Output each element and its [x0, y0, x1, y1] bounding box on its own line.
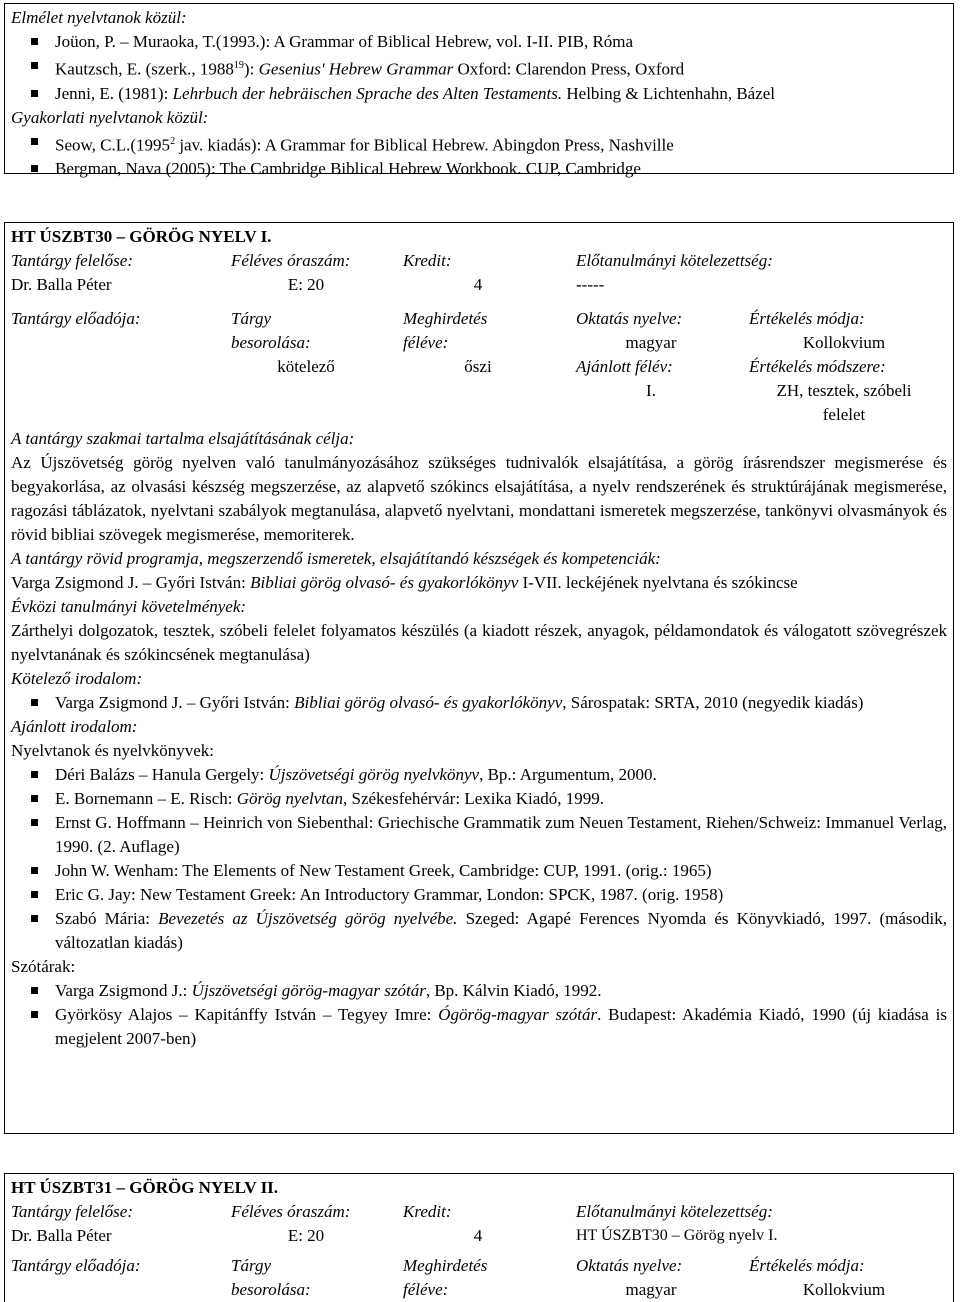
list-item: [11, 763, 947, 787]
method-value-2: felelet: [822, 405, 866, 424]
item-text: Eric G. Jay: New Testament Greek: An Introductory Grammar, London: SPCK, 1987. (orig. 1958): [55, 885, 724, 904]
course-box-1: [4, 222, 954, 1134]
item-publication: Szeged: Agapé Ferences Nyomda és Könyvkiadó, 1997. (második, változatlan kiadás): [55, 909, 947, 952]
semester-label-1: Meghirdetés: [403, 1256, 488, 1275]
recommended-sem-value: I.: [646, 381, 656, 400]
grammars-label: Nyelvtanok és nyelvkönyvek:: [11, 741, 215, 760]
item-title: Újszövetségi görög nyelvkönyv: [268, 765, 480, 784]
item-text: Kautzsch, E. (szerk., 1988: [55, 59, 234, 79]
item-text: ):: [243, 59, 259, 79]
item-text: Seow, C.L.(1995: [55, 135, 171, 155]
method-value-1: ZH, tesztek, szóbeli: [776, 381, 912, 400]
type-label-2: besorolása:: [231, 1280, 311, 1299]
type-label-1: Tárgy: [231, 1256, 271, 1275]
item-title: Lehrbuch der hebräischen Sprache des Alten Testaments.: [172, 83, 563, 103]
item-authors: Varga Zsigmond J. – Győri István:: [55, 693, 295, 712]
hours-value: E: 20: [287, 1226, 325, 1245]
item-title: Bibliai görög olvasó- és gyakorlókönyv: [294, 693, 563, 712]
language-label: Oktatás nyelve:: [576, 1256, 683, 1275]
course-title: HT ÚSZBT31 – GÖRÖG NYELV II.: [11, 1178, 279, 1197]
language-label: Oktatás nyelve:: [576, 309, 683, 328]
eval-value: Kollokvium: [802, 1280, 886, 1299]
hours-label: Féléves óraszám:: [231, 1202, 351, 1221]
item-text: Jenni, E. (1981):: [55, 83, 173, 103]
aim-heading: A tantárgy szakmai tartalma elsajátításának célja:: [11, 429, 355, 448]
aim-text: Az Újszövetség görög nyelven való tanulmányozásához szükséges tudnivalók elsajátítása, a görög írásrendszer megismerése és begyakorlása, az olvasási készség megszerzése, az alapvető szókincs elsajátítása, a nyelv rendszerének és struktúrájának megismerése, ragozási táblázatok, nyelvtani szabályok megtanulása, alapvető nyelvtani, mondattani ismeretek megszerzése, tankönyvi olvasmányok és rövid bibliai szövegek megismerése, memoriterek.: [11, 453, 947, 544]
list-item: [11, 883, 947, 907]
item-publication: , Bp. Kálvin Kiadó, 1992.: [425, 981, 602, 1000]
responsible-label: Tantárgy felelőse:: [11, 1202, 133, 1221]
lecturer-label: Tantárgy előadója:: [11, 1256, 141, 1275]
responsible-value: Dr. Balla Péter: [11, 275, 112, 294]
lecturer-label: Tantárgy előadója:: [11, 309, 141, 328]
course-info-grid: [11, 249, 947, 424]
list-item: [11, 157, 947, 181]
program-text: [11, 571, 947, 595]
responsible-label: Tantárgy felelőse:: [11, 251, 133, 270]
item-publication: , Székesfehérvár: Lexika Kiadó, 1999.: [343, 789, 605, 808]
credit-value: 4: [473, 1226, 483, 1245]
item-publication: , Bp.: Argumentum, 2000.: [479, 765, 657, 784]
item-authors: Györkösy Alajos – Kapitánffy István – Tegyey Imre:: [55, 1005, 439, 1024]
item-publication: , Sárospatak: SRTA, 2010 (negyedik kiadás): [562, 693, 864, 712]
list-item: [11, 859, 947, 883]
list-item: [11, 30, 947, 54]
language-value: magyar: [625, 1280, 677, 1299]
course-title: HT ÚSZBT30 – GÖRÖG NYELV I.: [11, 227, 272, 246]
credit-value: 4: [473, 275, 483, 294]
item-title: Görög nyelvtan: [236, 789, 344, 808]
item-authors: Varga Zsigmond J.:: [55, 981, 192, 1000]
list-item: [11, 979, 947, 1003]
superscript: 2: [170, 135, 176, 147]
theory-list: [11, 30, 947, 106]
recommended-lit-heading: Ajánlott irodalom:: [11, 717, 138, 736]
program-rest: I-VII. leckéjének nyelvtana és szókincse: [518, 573, 798, 592]
item-title: Ógörög-magyar szótár: [438, 1005, 598, 1024]
method-label: Értékelés módszere:: [749, 357, 886, 376]
item-authors: E. Bornemann – E. Risch:: [55, 789, 237, 808]
program-book-title: Bibliai görög olvasó- és gyakorlókönyv: [250, 573, 519, 592]
course-box-2: [4, 1173, 954, 1302]
course-info-grid: [11, 1200, 947, 1300]
prereq-label: Előtanulmányi kötelezettség:: [576, 251, 773, 270]
program-heading: A tantárgy rövid programja, megszerzendő ismeretek, elsajátítandó készségek és kompetenciák:: [11, 549, 661, 568]
list-item: [11, 130, 947, 158]
semester-label-1: Meghirdetés: [403, 309, 488, 328]
credit-label: Kredit:: [403, 1202, 452, 1221]
item-text: Bergman, Nava (2005): The Cambridge Biblical Hebrew Workbook. CUP, Cambridge: [55, 159, 641, 179]
type-label-2: besorolása:: [231, 333, 311, 352]
list-item: [11, 1003, 947, 1051]
grammars-list: [11, 763, 947, 955]
item-title: Gesenius' Hebrew Grammar: [258, 59, 454, 79]
language-value: magyar: [625, 333, 677, 352]
item-text: John W. Wenham: The Elements of New Testament Greek, Cambridge: CUP, 1991. (orig.: 1965): [55, 861, 712, 880]
item-authors: Szabó Mária:: [55, 909, 159, 928]
list-item: [11, 811, 947, 859]
hours-value: E: 20: [287, 275, 325, 294]
prereq-label: Előtanulmányi kötelezettség:: [576, 1202, 773, 1221]
item-text: Oxford: Clarendon Press, Oxford: [453, 59, 685, 79]
mandatory-lit-list: [11, 691, 947, 715]
hours-label: Féléves óraszám:: [231, 251, 351, 270]
semester-label-2: féléve:: [403, 1280, 449, 1299]
eval-value: Kollokvium: [802, 333, 886, 352]
eval-label: Értékelés módja:: [749, 309, 865, 328]
eval-label: Értékelés módja:: [749, 1256, 865, 1275]
item-authors: Déri Balázs – Hanula Gergely:: [55, 765, 269, 784]
prereq-value: HT ÚSZBT30 – Görög nyelv I.: [576, 1227, 778, 1244]
item-title: Bevezetés az Újszövetség görög nyelvébe.: [158, 909, 458, 928]
item-text: Ernst G. Hoffmann – Heinrich von Siebenthal: Griechische Grammatik zum Neuen Testament, Riehen/Schweiz: Immanuel Verlag, 1990. (2. Auflage): [55, 813, 947, 856]
type-value: kötelező: [277, 357, 335, 376]
credit-label: Kredit:: [403, 251, 452, 270]
requirements-heading: Évközi tanulmányi követelmények:: [11, 597, 247, 616]
list-item: [11, 691, 947, 715]
list-item: [11, 787, 947, 811]
practice-list: [11, 130, 947, 182]
dictionaries-label: Szótárak:: [11, 957, 76, 976]
list-item: [11, 82, 947, 106]
prereq-value: -----: [576, 275, 605, 294]
type-label-1: Tárgy: [231, 309, 271, 328]
responsible-value: Dr. Balla Péter: [11, 1226, 112, 1245]
item-text: Helbing & Lichtenhahn, Bázel: [562, 83, 776, 103]
mandatory-lit-heading: Kötelező irodalom:: [11, 669, 143, 688]
requirements-text: Zárthelyi dolgozatok, tesztek, szóbeli felelet folyamatos készülés (a kiadott részek, anyagok, példamondatok és válogatott szövegrészek nyelvtanának és szókincsének megtanulása): [11, 621, 947, 664]
literature-box-top: [4, 3, 954, 179]
item-title: Újszövetségi görög-magyar szótár: [191, 981, 426, 1000]
semester-value: őszi: [464, 357, 492, 376]
superscript: 19: [233, 60, 244, 71]
theory-heading: Elmélet nyelvtanok közül:: [11, 8, 187, 27]
item-text: jav. kiadás): A Grammar for Biblical Hebrew. Abingdon Press, Nashville: [175, 135, 674, 155]
semester-label-2: féléve:: [403, 333, 449, 352]
practice-heading: Gyakorlati nyelvtanok közül:: [11, 107, 209, 127]
list-item: [11, 54, 947, 82]
item-text: Joüon, P. – Muraoka, T.(1993.): A Grammar of Biblical Hebrew, vol. I-II. PIB, Róma: [55, 32, 634, 51]
recommended-sem-label: Ajánlott félév:: [576, 357, 673, 376]
list-item: [11, 907, 947, 955]
dictionaries-list: [11, 979, 947, 1051]
item-publication: . Budapest: Akadémia Kiadó, 1990 (új kiadása is megjelent 2007-ben): [55, 1005, 947, 1048]
program-authors: Varga Zsigmond J. – Győri István:: [11, 573, 251, 592]
